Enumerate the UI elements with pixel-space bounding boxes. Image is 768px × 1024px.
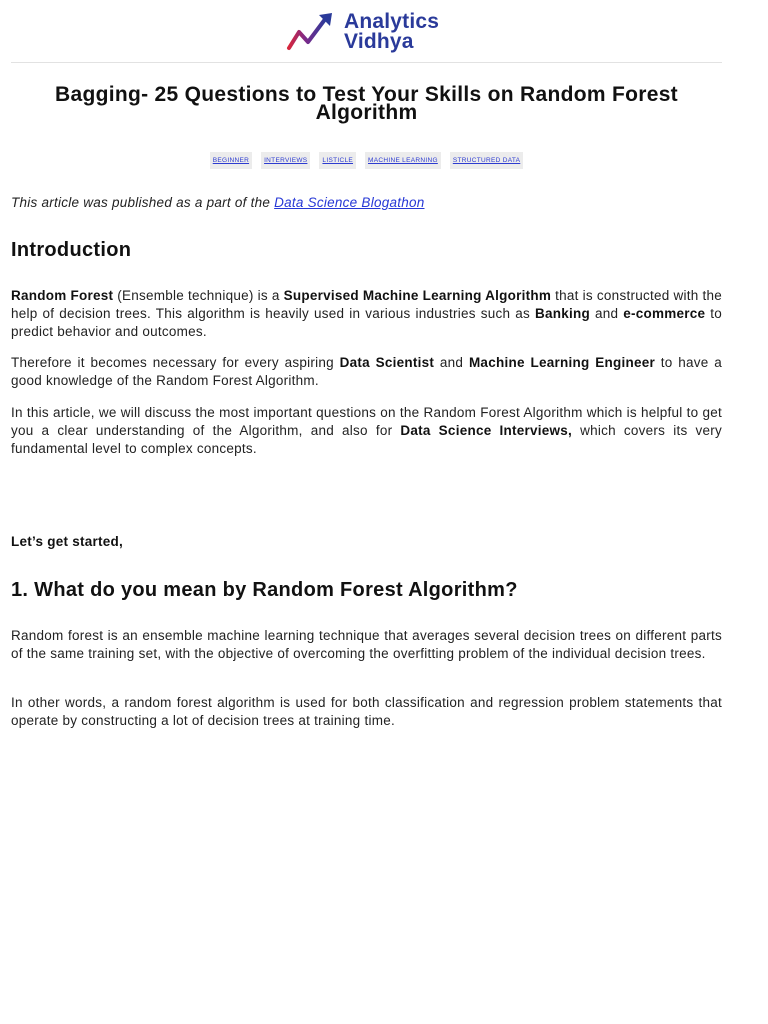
- bold-supervised-ml: Supervised Machine Learning Algorithm: [283, 288, 552, 303]
- text-span: Therefore it becomes necessary for every aspiring: [11, 355, 340, 370]
- logo-wordmark: [344, 12, 439, 52]
- text-span: to predict behavior and outcomes.: [11, 306, 722, 339]
- logo-line-2: Vidhya: [344, 30, 414, 53]
- tag-interviews[interactable]: INTERVIEWS: [261, 152, 310, 169]
- bold-banking: Banking: [534, 306, 590, 321]
- question-1-heading: 1. What do you mean by Random Forest Algorithm?: [11, 579, 518, 601]
- logo-line-1: Analytics: [344, 10, 440, 33]
- intro-paragraph-1: [11, 287, 722, 341]
- text-span: to have a good knowledge of the Random Forest Algorithm.: [11, 355, 723, 388]
- text-span: In this article, we will discuss the most important questions on the Random Forest Algorithm which is helpful to get you a clear understanding of the Algorithm, and also for: [11, 405, 722, 438]
- bold-ecommerce: e-commerce: [623, 306, 706, 321]
- bold-data-scientist: Data Scientist: [339, 355, 435, 370]
- intro-heading: Introduction: [11, 239, 132, 261]
- blogathon-link[interactable]: Data Science Blogathon: [274, 195, 425, 210]
- tag-beginner[interactable]: BEGINNER: [210, 152, 252, 169]
- bold-ml-engineer: Machine Learning Engineer: [468, 355, 655, 370]
- analytics-vidhya-logo-icon: [286, 12, 336, 52]
- tag-structured-data[interactable]: STRUCTURED DATA: [450, 152, 523, 169]
- question-1-paragraph-1: Random forest is an ensemble machine learning technique that averages several decision trees on different parts of the same training set, with the objective of overcoming the overfitting problem of the individual decision trees.: [11, 628, 722, 661]
- tag-machine-learning[interactable]: MACHINE LEARNING: [365, 152, 441, 169]
- tag-listicle[interactable]: LISTICLE: [319, 152, 356, 169]
- bold-ds-interviews: Data Science Interviews,: [400, 423, 573, 438]
- article-title: Bagging- 25 Questions to Test Your Skills on Random Forest Algorithm: [55, 83, 678, 124]
- bold-random-forest: Random Forest: [11, 288, 114, 303]
- text-span: which covers its very fundamental level to complex concepts.: [11, 423, 722, 456]
- text-span: that is constructed with the help of decision trees. This algorithm is heavily used in various industries such as: [11, 288, 722, 321]
- site-logo[interactable]: [286, 10, 439, 54]
- tag-list: [11, 152, 722, 169]
- text-span: (Ensemble technique) is a: [113, 288, 284, 303]
- header-divider: [11, 62, 722, 63]
- intro-paragraph-3: [11, 404, 722, 458]
- blogathon-note: [11, 194, 722, 212]
- blogathon-prefix: This article was published as a part of the: [11, 195, 275, 210]
- text-span: and: [434, 355, 469, 370]
- intro-paragraph-2: [11, 354, 722, 390]
- lets-get-started: Let’s get started,: [11, 534, 124, 549]
- text-span: and: [589, 306, 624, 321]
- question-1-paragraph-2: In other words, a random forest algorithm is used for both classification and regression problem statements that operate by constructing a lot of decision trees at training time.: [11, 695, 722, 728]
